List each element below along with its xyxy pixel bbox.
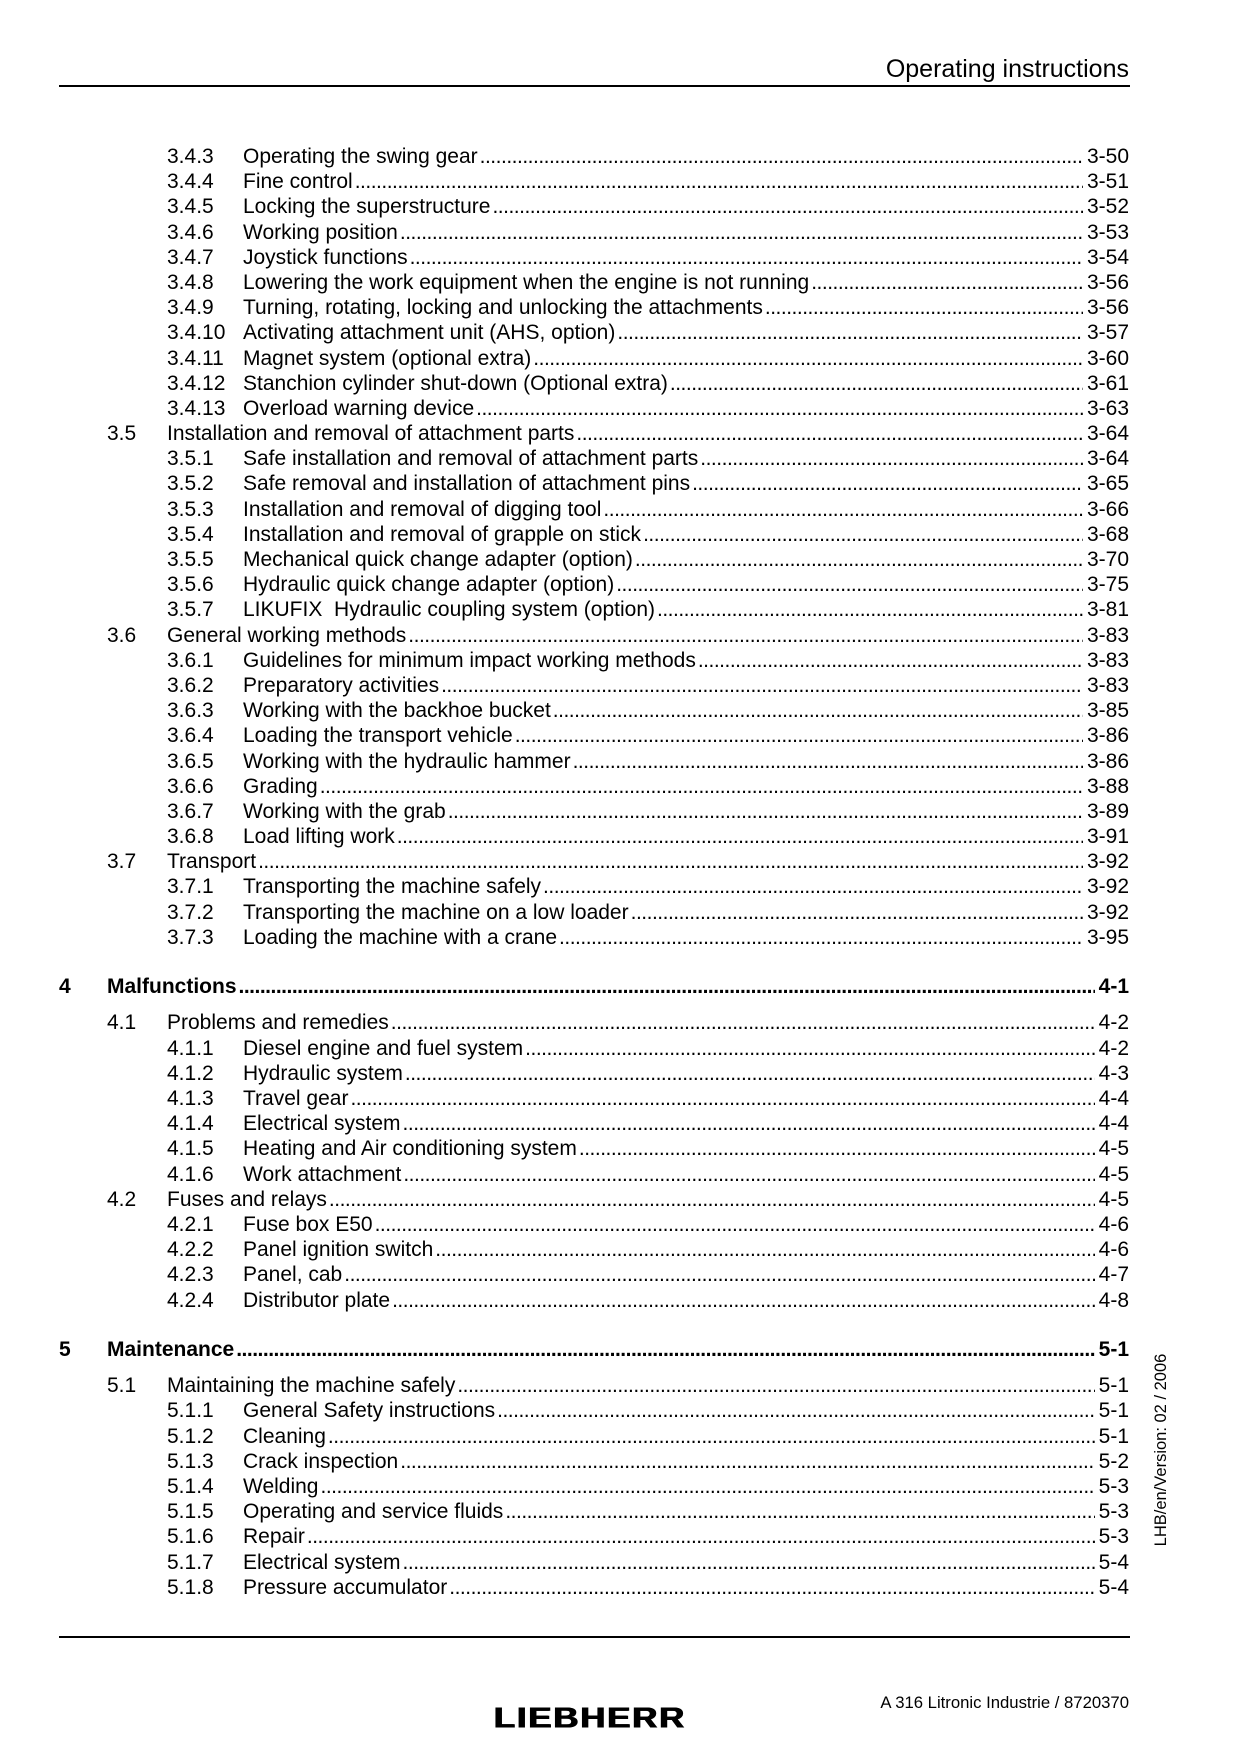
toc-entry-page: 3-86	[1086, 724, 1129, 748]
toc-entry	[0, 749, 1129, 774]
toc-entry-number: 3.4.6	[167, 220, 214, 244]
dot-leader	[497, 1398, 1095, 1423]
toc-entry-title: Activating attachment unit (AHS, option)	[243, 321, 616, 345]
toc-entry-number: 3.4.4	[167, 170, 214, 194]
toc-entry-number: 4.2.3	[167, 1263, 214, 1287]
dot-leader	[525, 1036, 1094, 1061]
toc-entry	[0, 623, 1129, 648]
toc-entry-page: 3-56	[1086, 296, 1129, 320]
toc-entry-title: Guidelines for minimum impact working methods	[243, 648, 696, 672]
toc-entry-number: 3.6.1	[167, 648, 214, 672]
toc-entry-number: 4.1.2	[167, 1061, 214, 1085]
toc-entry	[0, 1262, 1129, 1287]
dot-leader	[603, 497, 1083, 522]
toc-entry-number: 3.5.6	[167, 573, 214, 597]
toc-entry-page: 3-68	[1086, 522, 1129, 546]
toc-entry	[0, 597, 1129, 622]
toc-entry	[0, 270, 1129, 295]
toc-entry-title: Distributor plate	[243, 1288, 391, 1312]
dot-leader	[435, 1237, 1094, 1262]
toc-entry	[0, 1288, 1129, 1313]
toc-entry-number: 5.1.3	[167, 1449, 214, 1473]
toc-entry-page: 3-89	[1086, 799, 1129, 823]
toc-entry	[0, 1550, 1129, 1575]
dot-leader	[543, 874, 1083, 899]
toc-entry	[0, 1499, 1129, 1524]
toc-entry-number: 3.4.13	[167, 396, 226, 420]
toc-entry-title: Heating and Air conditioning system	[243, 1137, 577, 1161]
dot-leader	[811, 270, 1083, 295]
toc-chapter	[0, 974, 1129, 999]
dot-leader	[505, 1499, 1094, 1524]
dot-leader	[449, 1575, 1094, 1600]
toc-entry	[0, 371, 1129, 396]
header-rule	[59, 85, 1130, 87]
dot-leader	[350, 1086, 1094, 1111]
toc-entry-number: 3.6	[107, 623, 137, 647]
toc-entry-number: 3.7.1	[167, 875, 214, 899]
toc-entry-page: 3-92	[1086, 850, 1129, 874]
toc-entry	[0, 1474, 1129, 1499]
toc-entry-number: 4.2	[107, 1187, 137, 1211]
toc-entry	[0, 874, 1129, 899]
toc-entry-number: 3.5.7	[167, 598, 214, 622]
liebherr-logo: LIEBHERR	[493, 1702, 687, 1735]
toc-entry-page: 5-1	[1098, 1374, 1129, 1398]
dot-leader	[448, 799, 1083, 824]
toc-entry-page: 5-1	[1098, 1338, 1129, 1362]
toc-entry	[0, 774, 1129, 799]
toc-entry-page: 3-83	[1086, 673, 1129, 697]
toc-entry-title: Magnet system (optional extra)	[243, 346, 532, 370]
toc-entry-number: 5	[59, 1338, 71, 1362]
toc-entry-number: 3.4.9	[167, 296, 214, 320]
dot-leader	[576, 421, 1083, 446]
toc-entry-number: 4.2.4	[167, 1288, 214, 1312]
toc-entry-title: Pressure accumulator	[243, 1575, 448, 1599]
toc-entry-page: 4-3	[1098, 1061, 1129, 1085]
toc-entry-page: 4-5	[1098, 1137, 1129, 1161]
toc-entry	[0, 194, 1129, 219]
dot-leader	[344, 1262, 1094, 1287]
toc-entry-number: 3.6.2	[167, 673, 214, 697]
toc-entry-title: Working with the backhoe bucket	[243, 699, 551, 723]
dot-leader	[533, 346, 1083, 371]
dot-leader	[476, 396, 1083, 421]
dot-leader	[410, 245, 1083, 270]
toc-entry	[0, 471, 1129, 496]
footer-rule	[59, 1636, 1130, 1638]
toc-entry-page: 3-64	[1086, 422, 1129, 446]
toc-entry-number: 4.1.6	[167, 1162, 214, 1186]
toc-entry	[0, 220, 1129, 245]
toc-entry-page: 4-5	[1098, 1187, 1129, 1211]
page-header-title: Operating instructions	[885, 55, 1129, 83]
toc-entry-page: 3-83	[1086, 623, 1129, 647]
toc-entry-title: General Safety instructions	[243, 1399, 496, 1423]
toc-entry-number: 3.5.1	[167, 447, 214, 471]
toc-entry-page: 3-75	[1086, 573, 1129, 597]
toc-entry-title: Panel ignition switch	[243, 1238, 434, 1262]
toc-entry-page: 4-6	[1098, 1212, 1129, 1236]
toc-entry-page: 5-4	[1098, 1575, 1129, 1599]
dot-leader	[408, 623, 1083, 648]
toc-entry-title: Installation and removal of digging tool	[243, 497, 602, 521]
toc-entry-page: 3-54	[1086, 245, 1129, 269]
toc-entry-page: 5-3	[1098, 1474, 1129, 1498]
toc-entry	[0, 698, 1129, 723]
toc-entry-page: 3-70	[1086, 548, 1129, 571]
toc-entry-number: 3.5.2	[167, 472, 214, 496]
toc-entry	[0, 1524, 1129, 1549]
toc-entry-title: Operating and service fluids	[243, 1500, 504, 1524]
toc-entry-number: 4.2.1	[167, 1212, 214, 1236]
document-reference: A 316 Litronic Industrie / 8720370	[880, 1693, 1129, 1712]
toc-entry-page: 4-5	[1098, 1162, 1129, 1186]
toc-entry-title: Maintenance	[107, 1338, 235, 1362]
toc-entry-title: Electrical system	[243, 1550, 401, 1574]
toc-entry-title: Repair	[243, 1525, 305, 1549]
toc-entry	[0, 925, 1129, 950]
toc-entry-number: 3.4.10	[167, 321, 226, 345]
dot-leader	[400, 1449, 1094, 1474]
toc-entry-title: Transporting the machine on a low loader	[243, 900, 629, 924]
toc-entry-title: Fine control	[243, 170, 353, 194]
toc-entry-number: 5.1.4	[167, 1474, 214, 1498]
toc-entry	[0, 421, 1129, 446]
toc-entry-title: Hydraulic quick change adapter (option)	[243, 573, 615, 597]
toc-entry-page: 4-4	[1098, 1112, 1129, 1136]
dot-leader	[700, 446, 1083, 471]
toc-entry-number: 4.2.2	[167, 1238, 214, 1262]
toc-entry-title: Crack inspection	[243, 1449, 399, 1473]
toc-entry	[0, 572, 1129, 597]
toc-entry	[0, 849, 1129, 874]
toc-entry-number: 5.1	[107, 1374, 137, 1398]
dot-leader	[403, 1162, 1094, 1187]
dot-leader	[492, 194, 1083, 219]
dot-leader	[405, 1061, 1095, 1086]
toc-entry-number: 3.5.5	[167, 548, 214, 571]
toc-entry-title: Hydraulic system	[243, 1061, 403, 1085]
toc-entry	[0, 396, 1129, 421]
toc-entry-page: 3-91	[1086, 825, 1129, 849]
toc-entry-page: 3-95	[1086, 925, 1129, 949]
toc-entry-title: Transporting the machine safely	[243, 875, 542, 899]
toc-entry-title: Loading the transport vehicle	[243, 724, 513, 748]
toc-entry-title: Turning, rotating, locking and unlocking the attachments	[243, 296, 763, 320]
toc-entry-page: 3-52	[1086, 195, 1129, 219]
toc-entry-page: 5-2	[1098, 1449, 1129, 1473]
toc-entry-title: Working position	[243, 220, 398, 244]
toc-entry	[0, 1187, 1129, 1212]
toc-entry-title: Work attachment	[243, 1162, 402, 1186]
dot-leader	[573, 749, 1083, 774]
toc-entry-page: 4-1	[1098, 975, 1129, 999]
toc-entry	[0, 245, 1129, 270]
toc-entry	[0, 346, 1129, 371]
toc-entry-number: 4.1.5	[167, 1137, 214, 1161]
toc-entry-number: 4.1.3	[167, 1087, 214, 1111]
toc-entry-number: 3.6.6	[167, 774, 214, 798]
toc-entry-page: 4-6	[1098, 1238, 1129, 1262]
dot-leader	[457, 1373, 1094, 1398]
toc-entry	[0, 320, 1129, 345]
toc-entry-page: 5-3	[1098, 1500, 1129, 1524]
toc-entry-title: Preparatory activities	[243, 673, 440, 697]
toc-entry-page: 3-81	[1086, 598, 1129, 622]
toc-entry-title: Problems and remedies	[167, 1011, 389, 1035]
dot-leader	[258, 849, 1083, 874]
toc-entry-number: 3.6.8	[167, 825, 214, 849]
toc-entry	[0, 547, 1129, 572]
dot-leader	[617, 320, 1083, 345]
toc-entry-title: Overload warning device	[243, 396, 475, 420]
dot-leader	[480, 144, 1083, 169]
toc-entry	[0, 1373, 1129, 1398]
toc-entry	[0, 1398, 1129, 1423]
toc-entry-number: 5.1.7	[167, 1550, 214, 1574]
toc-entry-title: Lowering the work equipment when the engine is not running	[243, 270, 810, 294]
dot-leader	[579, 1136, 1095, 1161]
toc-entry-number: 3.5.4	[167, 522, 214, 546]
dot-leader	[392, 1288, 1095, 1313]
toc-entry-number: 5.1.8	[167, 1575, 214, 1599]
toc-entry-title: Electrical system	[243, 1112, 401, 1136]
toc-entry-number: 3.5.3	[167, 497, 214, 521]
toc-entry-page: 3-61	[1086, 371, 1129, 395]
dot-leader	[698, 648, 1083, 673]
toc-entry-title: Fuse box E50	[243, 1212, 373, 1236]
toc-entry	[0, 1010, 1129, 1035]
toc-entry-title: Loading the machine with a crane	[243, 925, 558, 949]
toc-entry	[0, 723, 1129, 748]
toc-entry-number: 4.1	[107, 1011, 137, 1035]
toc-entry-title: Stanchion cylinder shut-down (Optional extra)	[243, 371, 668, 395]
toc-entry-page: 3-66	[1086, 497, 1129, 521]
dot-leader	[692, 471, 1083, 496]
toc-entry-page: 4-8	[1098, 1288, 1129, 1312]
dot-leader	[400, 220, 1083, 245]
dot-leader	[391, 1010, 1095, 1035]
toc-entry-title: Transport	[167, 850, 257, 874]
toc-entry	[0, 497, 1129, 522]
toc-entry-page: 3-92	[1086, 900, 1129, 924]
toc-entry	[0, 1449, 1129, 1474]
toc-entry	[0, 144, 1129, 169]
toc-entry-number: 5.1.5	[167, 1500, 214, 1524]
toc-entry-page: 3-50	[1086, 145, 1129, 168]
toc-entry-number: 4	[59, 975, 71, 999]
toc-entry-page: 3-92	[1086, 875, 1129, 899]
toc-entry-title: Travel gear	[243, 1087, 349, 1111]
toc-entry-number: 3.4.5	[167, 195, 214, 219]
toc-entry-page: 3-65	[1086, 472, 1129, 496]
dot-leader	[328, 1424, 1095, 1449]
toc-entry-number: 5.1.6	[167, 1525, 214, 1549]
toc-entry-page: 3-63	[1086, 396, 1129, 420]
dot-leader	[307, 1524, 1095, 1549]
toc-entry-title: Installation and removal of grapple on stick	[243, 522, 642, 546]
toc-entry-number: 3.4.8	[167, 270, 214, 294]
toc-entry	[0, 799, 1129, 824]
toc-entry-title: Locking the superstructure	[243, 195, 491, 219]
toc-entry	[0, 1086, 1129, 1111]
dot-leader	[329, 1187, 1095, 1212]
toc-entry	[0, 169, 1129, 194]
toc-entry	[0, 1424, 1129, 1449]
toc-chapter	[0, 1337, 1129, 1362]
dot-leader	[403, 1550, 1095, 1575]
dot-leader	[631, 900, 1083, 925]
toc-entry-page: 3-86	[1086, 749, 1129, 773]
toc-entry-title: Diesel engine and fuel system	[243, 1036, 524, 1060]
toc-entry-title: Working with the grab	[243, 799, 446, 823]
toc-entry-page: 3-60	[1086, 346, 1129, 370]
toc-entry	[0, 1061, 1129, 1086]
toc-entry-number: 3.4.11	[167, 346, 224, 370]
dot-leader	[236, 1337, 1094, 1362]
toc-entry	[0, 1237, 1129, 1262]
toc-entry-page: 4-2	[1098, 1036, 1129, 1060]
toc-entry-title: Installation and removal of attachment parts	[167, 422, 575, 446]
toc-entry	[0, 648, 1129, 673]
toc-entry	[0, 673, 1129, 698]
toc-entry-number: 3.6.7	[167, 799, 214, 823]
toc-entry-title: Maintaining the machine safely	[167, 1374, 456, 1398]
toc-entry-page: 3-88	[1086, 774, 1129, 798]
toc-entry	[0, 295, 1129, 320]
toc-entry-number: 3.7.2	[167, 900, 214, 924]
toc-entry-number: 3.4.3	[167, 145, 214, 168]
dot-leader	[355, 169, 1083, 194]
dot-leader	[397, 824, 1083, 849]
toc-entry-title: Malfunctions	[107, 975, 237, 999]
toc-entry-title: Panel, cab	[243, 1263, 343, 1287]
dot-leader	[765, 295, 1083, 320]
dot-leader	[320, 774, 1083, 799]
dot-leader	[643, 522, 1083, 547]
toc-entry-title: Fuses and relays	[167, 1187, 327, 1211]
dot-leader	[635, 547, 1083, 572]
toc-entry-title: Grading	[243, 774, 318, 798]
toc-entry-page: 3-85	[1086, 699, 1129, 723]
toc-entry-number: 5.1.1	[167, 1399, 214, 1423]
dot-leader	[670, 371, 1083, 396]
toc-entry-title: Joystick functions	[243, 245, 408, 269]
toc-entry	[0, 1575, 1129, 1600]
toc-entry	[0, 1136, 1129, 1161]
toc-entry-title: Operating the swing gear	[243, 145, 478, 168]
toc-entry-title: Working with the hydraulic hammer	[243, 749, 571, 773]
dot-leader	[239, 974, 1095, 999]
toc-entry	[0, 1212, 1129, 1237]
toc-entry-page: 3-57	[1086, 321, 1129, 345]
toc-entry-page: 4-2	[1098, 1011, 1129, 1035]
toc-entry-title: Welding	[243, 1474, 319, 1498]
toc-entry-number: 3.6.3	[167, 699, 214, 723]
toc-entry	[0, 522, 1129, 547]
toc-entry-page: 4-4	[1098, 1087, 1129, 1111]
toc-entry-title: LIKUFIX Hydraulic coupling system (option)	[243, 598, 655, 622]
toc-entry	[0, 824, 1129, 849]
toc-entry-number: 3.7	[107, 850, 137, 874]
dot-leader	[553, 698, 1083, 723]
toc-entry-number: 4.1.1	[167, 1036, 214, 1060]
toc-entry-title: Mechanical quick change adapter (option)	[243, 548, 633, 571]
dot-leader	[321, 1474, 1095, 1499]
toc-entry-page: 3-83	[1086, 648, 1129, 672]
toc-entry-page: 5-1	[1098, 1399, 1129, 1423]
toc-entry	[0, 1036, 1129, 1061]
toc-entry-title: Safe removal and installation of attachment pins	[243, 472, 691, 496]
dot-leader	[403, 1111, 1095, 1136]
toc-entry-page: 5-4	[1098, 1550, 1129, 1574]
toc-entry-number: 3.4.7	[167, 245, 214, 269]
dot-leader	[441, 673, 1083, 698]
version-note: LHB/en/Version: 02 / 2006	[1152, 1353, 1170, 1547]
toc-entry-title: Cleaning	[243, 1424, 326, 1448]
toc-entry-number: 3.4.12	[167, 371, 226, 395]
table-of-contents	[0, 144, 1129, 1600]
toc-entry	[0, 900, 1129, 925]
dot-leader	[657, 597, 1083, 622]
toc-entry-page: 3-56	[1086, 270, 1129, 294]
dot-leader	[616, 572, 1083, 597]
toc-entry-number: 4.1.4	[167, 1112, 214, 1136]
toc-entry-page: 3-51	[1086, 170, 1129, 194]
toc-entry-title: Load lifting work	[243, 825, 395, 849]
toc-entry	[0, 446, 1129, 471]
dot-leader	[559, 925, 1083, 950]
toc-entry-page: 4-7	[1098, 1263, 1129, 1287]
toc-entry-number: 5.1.2	[167, 1424, 214, 1448]
toc-entry-page: 5-1	[1098, 1424, 1129, 1448]
dot-leader	[515, 723, 1083, 748]
toc-entry	[0, 1111, 1129, 1136]
toc-entry-page: 5-3	[1098, 1525, 1129, 1549]
toc-entry-number: 3.5	[107, 422, 137, 446]
dot-leader	[375, 1212, 1095, 1237]
toc-entry-number: 3.7.3	[167, 925, 214, 949]
toc-entry-page: 3-53	[1086, 220, 1129, 244]
toc-entry-number: 3.6.4	[167, 724, 214, 748]
toc-entry-number: 3.6.5	[167, 749, 214, 773]
toc-entry-title: Safe installation and removal of attachment parts	[243, 447, 699, 471]
toc-entry-page: 3-64	[1086, 447, 1129, 471]
toc-entry-title: General working methods	[167, 623, 407, 647]
toc-entry	[0, 1162, 1129, 1187]
